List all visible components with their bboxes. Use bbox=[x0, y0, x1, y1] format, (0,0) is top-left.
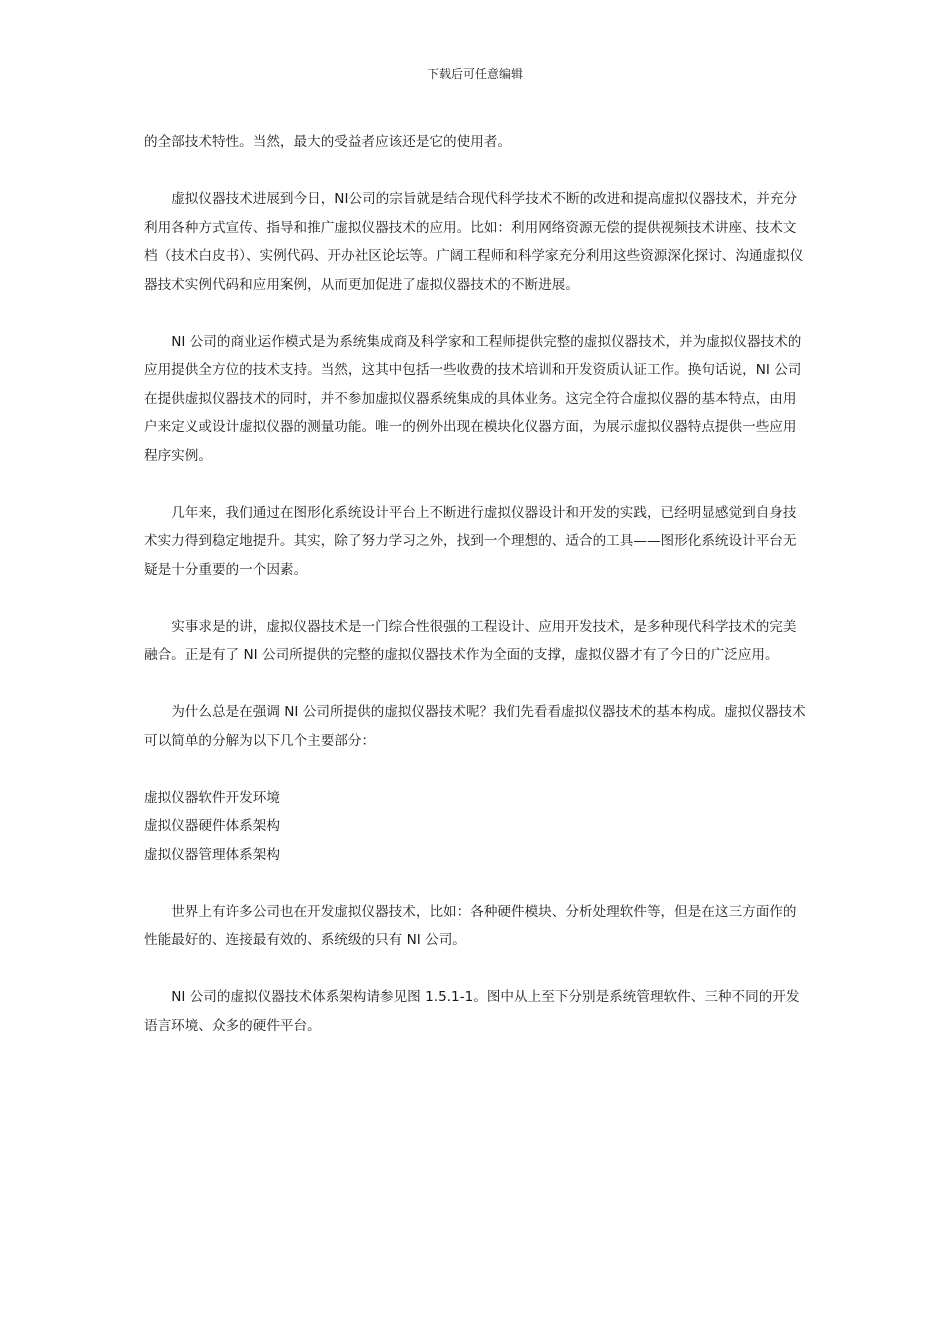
list-item: 虚拟仪器硬件体系架构 bbox=[144, 818, 280, 834]
paragraph-integration: 实事求是的讲，虚拟仪器技术是一门综合性很强的工程设计、应用开发技术，是多种现代科学技术的完美融合。正是有了 NI 公司所提供的完整的虚拟仪器技术作为全面的支撑，虚拟仪器才有了今日的广泛应用。 bbox=[144, 618, 797, 663]
paragraph-business-model: NI 公司的商业运作模式是为系统集成商及科学家和工程师提供完整的虚拟仪器技术，并为虚拟仪器技术的应用提供全方位的技术支持。当然，这其中包括一些收费的技术培训和开发资质认证工作。换句话说，NI 公司在提供虚拟仪器技术的同时，并不参加虚拟仪器系统集成的具体业务。这完全符合虚拟仪器的基本特点，由用户来定义或设计虚拟仪器的测量功能。唯一的例外出现在模块化仪器方面，为展示虚拟仪器特点提供一些应用程序实例。 bbox=[144, 333, 802, 464]
paragraph-other-companies: 世界上有许多公司也在开发虚拟仪器技术，比如：各种硬件模块、分析处理软件等，但是在这三方面作的性能最好的、连接最有效的、系统级的只有 NI 公司。 bbox=[144, 903, 797, 948]
paragraph-continued: 的全部技术特性。当然，最大的受益者应该还是它的使用者。 bbox=[144, 134, 512, 150]
paragraph-architecture-figure: NI 公司的虚拟仪器技术体系架构请参见图 1.5.1-1。图中从上至下分别是系统管理软件、三种不同的开发语言环境、众多的硬件平台。 bbox=[144, 989, 800, 1034]
components-list bbox=[144, 784, 808, 870]
paragraph-components-intro: 为什么总是在强调 NI 公司所提供的虚拟仪器技术呢？我们先看看虚拟仪器技术的基本构成。虚拟仪器技术可以简单的分解为以下几个主要部分： bbox=[144, 704, 806, 749]
page-header: 下载后可任意编辑 bbox=[426, 67, 523, 81]
paragraph-ni-mission: 虚拟仪器技术进展到今日，NI公司的宗旨就是结合现代科学技术不断的改进和提高虚拟仪器技术，并充分利用各种方式宣传、指导和推广虚拟仪器技术的应用。比如：利用网络资源无偿的提供视频技术讲座、技术文档（技术白皮书）、实例代码、开办社区论坛等。广阔工程师和科学家充分利用这些资源深化探讨、沟通虚拟仪器技术实例代码和应用案例，从而更加促进了虚拟仪器技术的不断进展。 bbox=[144, 191, 804, 293]
list-item: 虚拟仪器管理体系架构 bbox=[144, 846, 280, 863]
paragraph-experience: 几年来，我们通过在图形化系统设计平台上不断进行虚拟仪器设计和开发的实践，已经明显感觉到自身技术实力得到稳定地提升。其实，除了努力学习之外，找到一个理想的、适合的工具——图形化系统设计平台无疑是十分重要的一个因素。 bbox=[144, 504, 797, 578]
document-body bbox=[144, 128, 808, 1069]
list-item: 虚拟仪器软件开发环境 bbox=[144, 789, 280, 806]
